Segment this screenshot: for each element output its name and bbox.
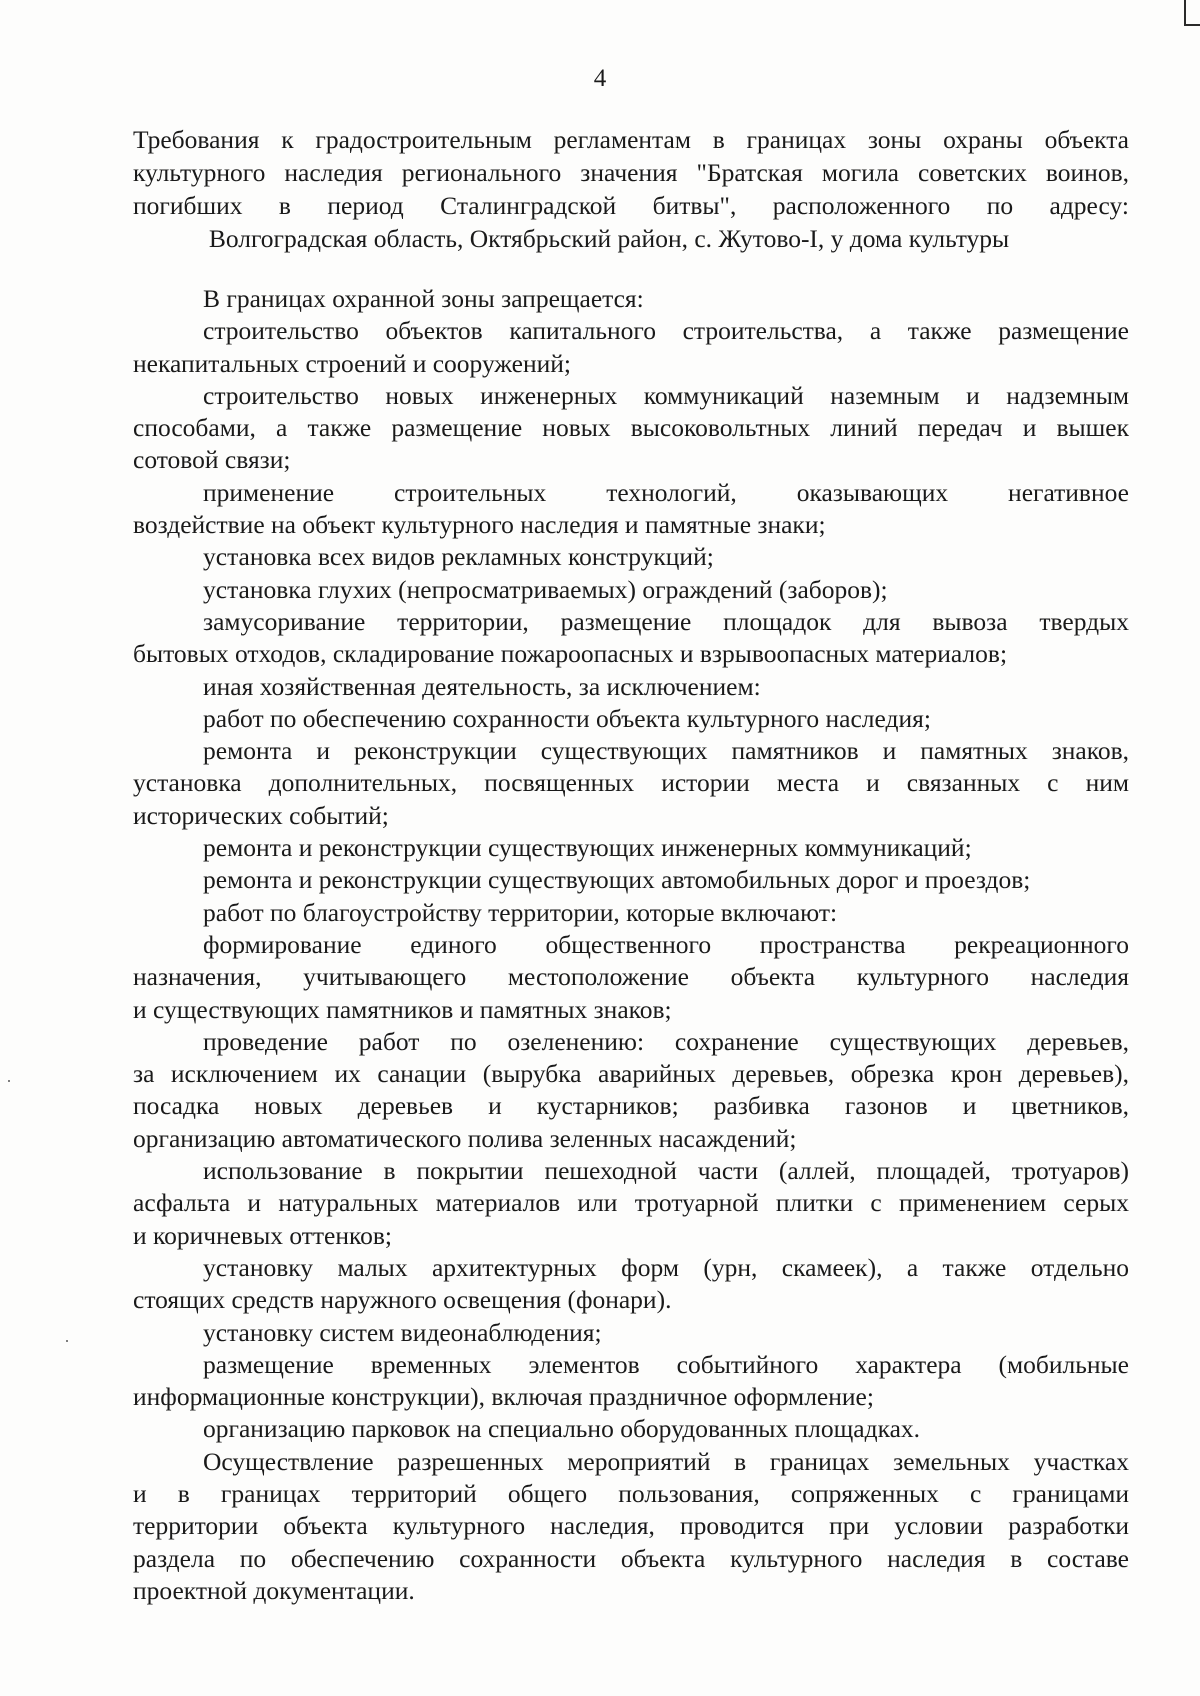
- text-line: организацию автоматического полива зеленных насаждений;: [133, 1123, 797, 1153]
- heading-line: погибших в период Сталинградской битвы", расположенного по адресу:: [133, 191, 1129, 220]
- text-line: организацию парковок на специально оборудованных площадках.: [203, 1414, 921, 1444]
- text-line: формирование единого общественного пространства рекреационного: [203, 929, 1129, 959]
- text-line: строительство новых инженерных коммуникаций наземным и надземным: [203, 380, 1129, 410]
- text-line: способами, а также размещение новых высоковольтных линий передач и вышек: [133, 413, 1129, 443]
- text-line: ремонта и реконструкции существующих автомобильных дорог и проездов;: [203, 865, 1031, 895]
- text-line: строительство объектов капитального строительства, а также размещение: [203, 316, 1129, 346]
- text-line: Осуществление разрешенных мероприятий в границах земельных участках: [203, 1446, 1129, 1476]
- text-line: за исключением их санации (вырубка аварийных деревьев, обрезка крон деревьев),: [133, 1059, 1129, 1089]
- text-line: проектной документации.: [133, 1575, 415, 1605]
- text-line: сотовой связи;: [133, 445, 291, 475]
- text-line: бытовых отходов, складирование пожароопасных и взрывоопасных материалов;: [133, 639, 1008, 669]
- text-line: проведение работ по озеленению: сохранение существующих деревьев,: [203, 1026, 1129, 1056]
- text-line: применение строительных технологий, оказывающих негативное: [203, 477, 1129, 507]
- heading-line: культурного наследия регионального значения "Братская могила советских воинов,: [133, 158, 1129, 187]
- text-line: установка всех видов рекламных конструкций;: [203, 542, 714, 572]
- text-line: и в границах территорий общего пользования, сопряженных с границами: [133, 1478, 1129, 1508]
- text-line: ремонта и реконструкции существующих памятников и памятных знаков,: [203, 736, 1129, 766]
- text-line: информационные конструкции), включая праздничное оформление;: [133, 1382, 874, 1412]
- text-line: асфальта и натуральных материалов или тротуарной плитки с применением серых: [133, 1188, 1129, 1218]
- text-line: назначения, учитывающего местоположение объекта культурного наследия: [133, 962, 1129, 992]
- text-line: и коричневых оттенков;: [133, 1220, 392, 1250]
- scan-edge-mark: [1184, 0, 1200, 26]
- scan-speck: [8, 1080, 10, 1082]
- text-line: установка глухих (непросматриваемых) ограждений (заборов);: [203, 574, 888, 604]
- text-line: работ по обеспечению сохранности объекта культурного наследия;: [203, 703, 931, 733]
- page-number: 4: [593, 65, 607, 92]
- text-line: раздела по обеспечению сохранности объекта культурного наследия в составе: [133, 1543, 1129, 1573]
- text-line: посадка новых деревьев и кустарников; разбивка газонов и цветников,: [133, 1091, 1129, 1121]
- text-line: исторических событий;: [133, 800, 389, 830]
- text-line: установку систем видеонаблюдения;: [203, 1317, 602, 1347]
- text-line: размещение временных элементов событийного характера (мобильные: [203, 1349, 1129, 1379]
- text-line: работ по благоустройству территории, которые включают:: [203, 897, 838, 927]
- document-heading: [133, 123, 1129, 255]
- text-line: В границах охранной зоны запрещается:: [203, 284, 644, 313]
- text-line: замусоривание территории, размещение площадок для вывоза твердых: [203, 606, 1129, 636]
- text-line: установка дополнительных, посвященных истории места и связанных с ним: [133, 768, 1129, 798]
- document-body: [133, 283, 1129, 1607]
- heading-line: Волгоградская область, Октябрьский район, с. Жутово-I, у дома культуры: [208, 224, 1010, 253]
- scan-speck: [66, 1340, 68, 1342]
- heading-line: Требования к градостроительным регламентам в границах зоны охраны объекта: [133, 125, 1129, 154]
- text-line: ремонта и реконструкции существующих инженерных коммуникаций;: [203, 833, 972, 863]
- text-line: воздействие на объект культурного наследия и памятные знаки;: [133, 510, 826, 540]
- text-line: некапитальных строений и сооружений;: [133, 348, 572, 378]
- text-line: и существующих памятников и памятных знаков;: [133, 994, 672, 1024]
- text-line: стоящих средств наружного освещения (фонари).: [133, 1285, 672, 1315]
- text-line: иная хозяйственная деятельность, за исключением:: [203, 671, 761, 701]
- text-line: установку малых архитектурных форм (урн, скамеек), а также отдельно: [203, 1252, 1129, 1282]
- text-line: использование в покрытии пешеходной части (аллей, площадей, тротуаров): [203, 1156, 1129, 1186]
- text-line: территории объекта культурного наследия, проводится при условии разработки: [133, 1511, 1129, 1541]
